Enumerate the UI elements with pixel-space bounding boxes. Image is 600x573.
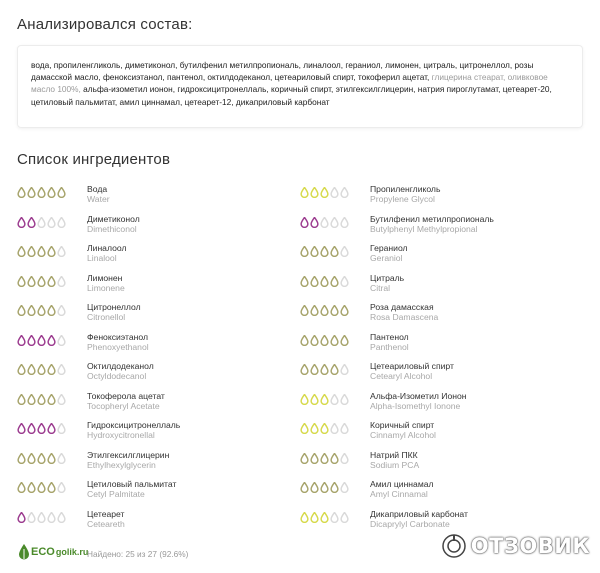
ingredient-item[interactable] xyxy=(17,361,287,387)
composition-text-unmatched: глицерина стеарат, оливковое масло 100%, xyxy=(31,72,548,95)
drop-empty-icon xyxy=(57,364,66,375)
drop-filled-icon xyxy=(27,335,36,346)
ingredient-item[interactable] xyxy=(300,479,570,505)
safety-rating xyxy=(300,394,349,405)
drop-filled-icon xyxy=(17,335,26,346)
ingredient-name-en: Rosa Damascena xyxy=(370,312,439,322)
ingredient-item[interactable] xyxy=(300,509,570,535)
drop-filled-icon xyxy=(320,423,329,434)
drop-filled-icon xyxy=(300,187,309,198)
drop-filled-icon xyxy=(320,246,329,257)
ingredient-name-ru: Цетиловый пальмитат xyxy=(87,479,177,489)
drop-filled-icon xyxy=(320,276,329,287)
drop-filled-icon xyxy=(17,305,26,316)
ingredient-item[interactable] xyxy=(300,302,570,328)
drop-filled-icon xyxy=(310,482,319,493)
drop-filled-icon xyxy=(37,246,46,257)
drop-filled-icon xyxy=(47,246,56,257)
ingredient-name-ru: Гидроксицитронеллаль xyxy=(87,420,181,430)
drop-filled-icon xyxy=(17,423,26,434)
drop-filled-icon xyxy=(300,276,309,287)
drop-filled-icon xyxy=(47,453,56,464)
ingredient-name-en: Hydroxycitronellal xyxy=(87,430,155,440)
drop-empty-icon xyxy=(340,423,349,434)
ingredient-item[interactable] xyxy=(300,214,570,240)
drop-empty-icon xyxy=(330,217,339,228)
safety-rating xyxy=(17,276,66,287)
drop-filled-icon xyxy=(27,482,36,493)
ingredient-item[interactable] xyxy=(17,332,287,358)
drop-filled-icon xyxy=(300,217,309,228)
ingredient-name-ru: Цетеарет xyxy=(87,508,125,519)
safety-rating xyxy=(17,364,66,375)
safety-rating xyxy=(300,246,349,257)
drop-filled-icon xyxy=(320,364,329,375)
otzovik-logo-icon xyxy=(441,533,467,559)
safety-rating xyxy=(17,453,66,464)
drop-empty-icon xyxy=(57,246,66,257)
composition-title: Анализировался состав: xyxy=(17,16,193,33)
ingredient-name-en: Cetyl Palmitate xyxy=(87,489,145,499)
otzovik-text: ОТЗОВИК xyxy=(470,534,590,558)
ingredient-name-ru: Пантенол xyxy=(370,331,409,342)
ingredient-name-ru: Цитраль xyxy=(370,272,405,283)
drop-filled-icon xyxy=(320,482,329,493)
drop-empty-icon xyxy=(57,217,66,228)
logo-site-text: golik.ru xyxy=(55,547,89,557)
drop-filled-icon xyxy=(27,423,36,434)
drop-empty-icon xyxy=(57,482,66,493)
ingredient-name-en: Cetearyl Alcohol xyxy=(370,371,433,381)
composition-text-rest: альфа-изометил ионон, гидроксицитронеллаль, коричный спирт, этилгексилглицерин, натрия пироглутамат, цетеарет-20, цетиловый пальмитат, амил циннамал, цетеарет-12, дикаприловый карбонат xyxy=(31,84,552,107)
drop-filled-icon xyxy=(37,453,46,464)
ingredient-item[interactable] xyxy=(17,184,287,210)
drop-filled-icon xyxy=(310,305,319,316)
ingredient-name-ru: Вода xyxy=(87,184,108,194)
drop-empty-icon xyxy=(57,423,66,434)
drop-filled-icon xyxy=(27,246,36,257)
drop-filled-icon xyxy=(330,482,339,493)
drop-filled-icon xyxy=(300,246,309,257)
ingredient-name-en: Propylene Glycol xyxy=(370,194,435,204)
drop-empty-icon xyxy=(330,512,339,523)
ingredient-name-en: Limonene xyxy=(87,282,125,293)
drop-filled-icon xyxy=(300,394,309,405)
ingredient-item[interactable] xyxy=(17,214,287,240)
drop-filled-icon xyxy=(310,364,319,375)
ecogolik-logo[interactable] xyxy=(17,540,88,564)
safety-rating xyxy=(17,482,66,493)
drop-filled-icon xyxy=(37,482,46,493)
drop-filled-icon xyxy=(17,482,26,493)
drop-filled-icon xyxy=(17,394,26,405)
ingredient-name-en: Dimethiconol xyxy=(87,223,137,234)
ingredient-name-ru: Пропиленгликоль xyxy=(370,184,441,194)
drop-filled-icon xyxy=(330,335,339,346)
ingredient-name-en: Ceteareth xyxy=(87,518,125,529)
drop-filled-icon xyxy=(37,276,46,287)
drop-filled-icon xyxy=(300,423,309,434)
drop-filled-icon xyxy=(47,482,56,493)
drop-empty-icon xyxy=(330,394,339,405)
drop-filled-icon xyxy=(310,187,319,198)
ingredient-name-en: Octyldodecanol xyxy=(87,371,147,381)
logo-eco-text: ECO xyxy=(31,546,55,558)
ingredient-name-en: Butylphenyl Methylpropional xyxy=(370,223,478,234)
ingredient-item[interactable] xyxy=(17,509,287,535)
ingredient-item[interactable] xyxy=(17,273,287,299)
ingredient-name-ru: Токоферола ацетат xyxy=(87,390,165,401)
ingredient-name-en: Water xyxy=(87,194,110,204)
ingredient-item[interactable] xyxy=(300,184,570,210)
drop-filled-icon xyxy=(27,187,36,198)
safety-rating xyxy=(17,335,66,346)
safety-rating xyxy=(17,394,66,405)
drop-empty-icon xyxy=(27,512,36,523)
ingredient-name-en: Phenoxyethanol xyxy=(87,341,149,352)
ingredient-name-en: Cinnamyl Alcohol xyxy=(370,430,436,440)
safety-rating xyxy=(17,187,66,198)
safety-rating xyxy=(17,305,66,316)
safety-rating xyxy=(300,217,349,228)
safety-rating xyxy=(300,423,349,434)
drop-filled-icon xyxy=(17,217,26,228)
drop-filled-icon xyxy=(47,276,56,287)
drop-empty-icon xyxy=(47,217,56,228)
safety-rating xyxy=(300,364,349,375)
drop-filled-icon xyxy=(27,305,36,316)
safety-rating xyxy=(300,305,349,316)
ingredient-item[interactable] xyxy=(300,243,570,269)
drop-filled-icon xyxy=(27,364,36,375)
drop-filled-icon xyxy=(330,453,339,464)
drop-filled-icon xyxy=(330,305,339,316)
ingredient-item[interactable] xyxy=(17,420,287,446)
ingredient-name-ru: Феноксиэтанол xyxy=(87,331,148,342)
drop-filled-icon xyxy=(27,394,36,405)
drop-filled-icon xyxy=(310,335,319,346)
drop-filled-icon xyxy=(340,335,349,346)
ingredient-name-en: Panthenol xyxy=(370,341,409,352)
drop-filled-icon xyxy=(27,217,36,228)
drop-empty-icon xyxy=(57,453,66,464)
ingredient-name-ru: Лимонен xyxy=(87,272,123,283)
drop-empty-icon xyxy=(57,276,66,287)
drop-filled-icon xyxy=(300,305,309,316)
drop-empty-icon xyxy=(57,335,66,346)
composition-box xyxy=(17,45,583,128)
ingredient-name-ru: Октилдодеканол xyxy=(87,361,154,371)
drop-filled-icon xyxy=(300,512,309,523)
safety-rating xyxy=(300,453,349,464)
leaf-drop-icon xyxy=(17,543,31,561)
drop-filled-icon xyxy=(310,217,319,228)
ingredient-item[interactable] xyxy=(300,361,570,387)
ingredient-name-ru: Коричный спирт xyxy=(370,420,435,430)
drop-filled-icon xyxy=(310,394,319,405)
drop-filled-icon xyxy=(37,187,46,198)
safety-rating xyxy=(17,246,66,257)
ingredient-name-en: Tocopheryl Acetate xyxy=(87,400,160,411)
drop-filled-icon xyxy=(27,453,36,464)
ingredient-name-ru: Цетеариловый спирт xyxy=(370,361,454,371)
drop-filled-icon xyxy=(37,335,46,346)
drop-filled-icon xyxy=(300,364,309,375)
drop-filled-icon xyxy=(47,394,56,405)
drop-filled-icon xyxy=(57,187,66,198)
drop-filled-icon xyxy=(47,364,56,375)
ingredient-name-ru: Этилгексилглицерин xyxy=(87,449,170,460)
ingredient-name-ru: Бутилфенил метилпропиональ xyxy=(370,213,494,224)
otzovik-watermark xyxy=(441,533,590,559)
ingredient-item[interactable] xyxy=(300,420,570,446)
safety-rating xyxy=(300,512,349,523)
drop-filled-icon xyxy=(330,246,339,257)
ingredient-name-en: Citral xyxy=(370,282,391,293)
ingredient-name-ru: Дикаприловый карбонат xyxy=(370,508,468,519)
drop-filled-icon xyxy=(320,512,329,523)
ingredient-name-ru: Линалоол xyxy=(87,243,127,253)
drop-empty-icon xyxy=(340,512,349,523)
drop-filled-icon xyxy=(47,335,56,346)
drop-filled-icon xyxy=(320,187,329,198)
drop-empty-icon xyxy=(330,187,339,198)
drop-filled-icon xyxy=(330,276,339,287)
ingredient-name-ru: Роза дамасская xyxy=(370,302,434,312)
drop-filled-icon xyxy=(47,305,56,316)
drop-empty-icon xyxy=(340,246,349,257)
drop-filled-icon xyxy=(330,364,339,375)
ingredient-item[interactable] xyxy=(17,479,287,505)
ingredient-name-ru: Альфа-Изометил Ионон xyxy=(370,390,467,401)
drop-empty-icon xyxy=(57,512,66,523)
drop-filled-icon xyxy=(310,512,319,523)
found-count: Найдено: 25 из 27 (92.6%) xyxy=(87,549,189,559)
drop-filled-icon xyxy=(17,276,26,287)
drop-filled-icon xyxy=(320,453,329,464)
drop-filled-icon xyxy=(37,364,46,375)
drop-filled-icon xyxy=(17,512,26,523)
drop-filled-icon xyxy=(37,394,46,405)
ingredient-name-en: Geraniol xyxy=(370,253,403,263)
drop-filled-icon xyxy=(17,453,26,464)
ingredient-item[interactable] xyxy=(300,450,570,476)
drop-empty-icon xyxy=(340,217,349,228)
drop-filled-icon xyxy=(47,187,56,198)
drop-empty-icon xyxy=(57,305,66,316)
drop-filled-icon xyxy=(320,335,329,346)
ingredient-name-en: Sodium PCA xyxy=(370,459,420,470)
drop-empty-icon xyxy=(340,394,349,405)
ingredient-item[interactable] xyxy=(300,391,570,417)
drop-filled-icon xyxy=(37,423,46,434)
safety-rating xyxy=(300,187,349,198)
safety-rating xyxy=(300,276,349,287)
drop-filled-icon xyxy=(17,364,26,375)
safety-rating xyxy=(17,512,66,523)
ingredient-name-ru: Диметиконол xyxy=(87,213,140,224)
ingredient-item[interactable] xyxy=(17,302,287,328)
drop-filled-icon xyxy=(320,394,329,405)
ingredients-title: Список ингредиентов xyxy=(17,151,171,168)
ingredient-name-en: Dicaprylyl Carbonate xyxy=(370,518,450,529)
drop-filled-icon xyxy=(47,423,56,434)
drop-empty-icon xyxy=(47,512,56,523)
ingredient-name-ru: Амил циннамал xyxy=(370,479,434,489)
ingredient-item[interactable] xyxy=(17,243,287,269)
drop-filled-icon xyxy=(310,423,319,434)
ingredient-item[interactable] xyxy=(300,273,570,299)
drop-filled-icon xyxy=(300,335,309,346)
drop-filled-icon xyxy=(340,305,349,316)
drop-filled-icon xyxy=(27,276,36,287)
ingredient-name-en: Ethylhexylglycerin xyxy=(87,459,156,470)
ingredient-item[interactable] xyxy=(17,391,287,417)
safety-rating xyxy=(300,335,349,346)
drop-empty-icon xyxy=(37,217,46,228)
drop-filled-icon xyxy=(300,482,309,493)
ingredient-name-en: Alpha-Isomethyl Ionone xyxy=(370,400,461,411)
ingredient-name-en: Citronellol xyxy=(87,312,126,322)
safety-rating xyxy=(300,482,349,493)
ingredient-name-ru: Натрий ПКК xyxy=(370,449,418,460)
ingredient-name-ru: Гераниол xyxy=(370,243,408,253)
ingredient-item[interactable] xyxy=(17,450,287,476)
drop-filled-icon xyxy=(37,305,46,316)
ingredient-item[interactable] xyxy=(300,332,570,358)
drop-empty-icon xyxy=(340,187,349,198)
drop-filled-icon xyxy=(310,246,319,257)
drop-empty-icon xyxy=(340,453,349,464)
drop-empty-icon xyxy=(340,364,349,375)
drop-empty-icon xyxy=(57,394,66,405)
drop-empty-icon xyxy=(330,423,339,434)
ingredient-name-ru: Цитронеллол xyxy=(87,302,141,312)
drop-empty-icon xyxy=(320,217,329,228)
drop-filled-icon xyxy=(310,453,319,464)
drop-empty-icon xyxy=(37,512,46,523)
safety-rating xyxy=(17,217,66,228)
drop-filled-icon xyxy=(310,276,319,287)
ingredient-name-en: Linalool xyxy=(87,253,117,263)
drop-filled-icon xyxy=(320,305,329,316)
drop-filled-icon xyxy=(17,187,26,198)
drop-empty-icon xyxy=(340,276,349,287)
ingredient-name-en: Amyl Cinnamal xyxy=(370,489,428,499)
drop-empty-icon xyxy=(340,482,349,493)
drop-filled-icon xyxy=(17,246,26,257)
composition-text: вода, пропиленгликоль, диметиконол, бутилфенил метилпропиональ, линалоол, гераниол, лимонен, цитраль, цитронеллол, розы дамасской масло, феноксиэтанол, пантенол, октилдодеканол, цетеариловый спирт, токоферил ацетат, xyxy=(31,60,534,83)
safety-rating xyxy=(17,423,66,434)
drop-filled-icon xyxy=(300,453,309,464)
